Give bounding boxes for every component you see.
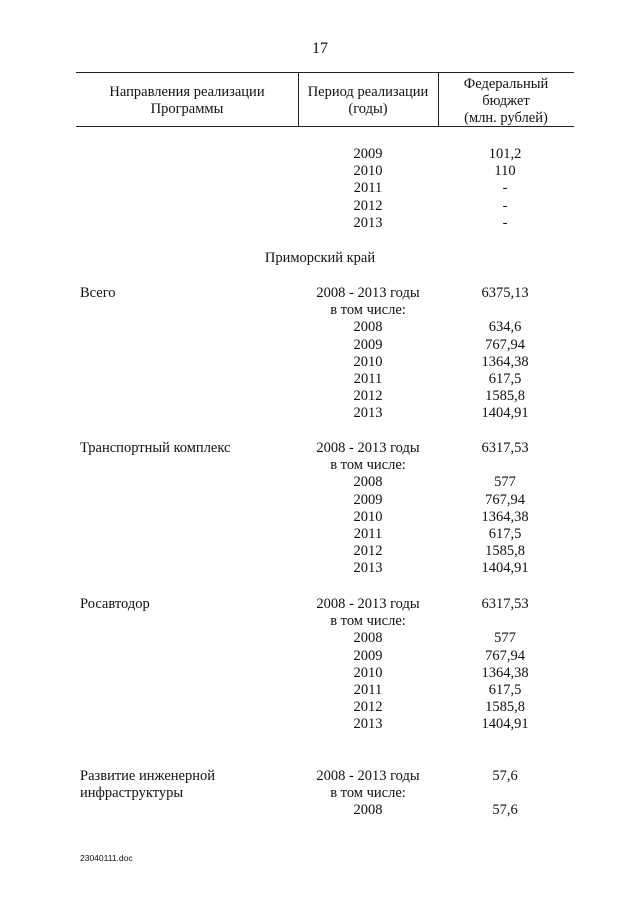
group-sub-label: в том числе: [330, 613, 406, 630]
row-value: 1364,38 [481, 664, 529, 681]
row-period: 2008 [353, 630, 383, 647]
row-period: 2009 [353, 336, 383, 353]
group-total-value: 6317,53 [481, 440, 529, 456]
row-value: 1364,38 [481, 508, 529, 525]
row-value: 767,94 [485, 336, 525, 353]
row-value: 634,6 [488, 319, 522, 336]
row-period: 2008 [353, 474, 383, 491]
row-value: 617,5 [488, 682, 522, 698]
row-period: 2012 [353, 197, 383, 214]
row-period: 2013 [353, 405, 383, 422]
row-period: 2008 [353, 319, 383, 336]
header-period-line: Период реализации [307, 84, 429, 100]
header-period-line: (годы) [348, 101, 388, 117]
row-period: 2013 [353, 214, 383, 231]
row-value: 767,94 [485, 647, 525, 664]
row-value: 617,5 [488, 371, 522, 387]
row-period: 2008 [353, 802, 383, 819]
row-period: 2012 [353, 388, 383, 405]
row-value: - [502, 214, 508, 231]
row-period: 2011 [353, 371, 383, 387]
row-value: 57,6 [492, 802, 518, 819]
group-total-period: 2008 - 2013 годы [316, 285, 420, 301]
row-value: 767,94 [485, 491, 525, 508]
group-total-value: 57,6 [492, 768, 518, 784]
group-total-value: 6317,53 [481, 596, 529, 612]
group-total-period: 2008 - 2013 годы [316, 440, 420, 456]
header-top-rule [76, 72, 574, 73]
region-title: Приморский край [264, 250, 376, 266]
document-footer: 23040111.doc [80, 853, 133, 863]
group-total-value: 6375,13 [481, 285, 529, 301]
row-period: 2010 [353, 353, 383, 370]
header-budget-line: бюджет [482, 93, 530, 109]
header-budget [438, 76, 574, 127]
row-value: 577 [494, 630, 516, 647]
group-name: Всего [80, 285, 116, 301]
row-period: 2010 [353, 163, 383, 180]
page-number: 17 [312, 40, 328, 57]
group-total-period: 2008 - 2013 годы [316, 596, 420, 612]
group-sub-label: в том числе: [330, 302, 406, 319]
row-period: 2012 [353, 699, 383, 716]
row-period: 2013 [353, 716, 383, 733]
row-value: - [502, 197, 508, 214]
row-period: 2011 [353, 526, 383, 542]
row-value: 1585,8 [485, 543, 525, 560]
row-value: 1404,91 [481, 560, 529, 577]
row-value: 1585,8 [485, 699, 525, 716]
row-period: 2009 [353, 146, 383, 162]
row-value: 1404,91 [481, 405, 529, 422]
row-period: 2009 [353, 647, 383, 664]
header-budget-line: (млн. рублей) [464, 110, 548, 126]
group-sub-label: в том числе: [330, 785, 406, 802]
header-period [298, 84, 438, 118]
row-value: 617,5 [488, 526, 522, 542]
row-period: 2010 [353, 508, 383, 525]
header-directions-line: Программы [150, 101, 224, 117]
group-name: Развитие инженерной [80, 768, 215, 784]
row-value: 1364,38 [481, 353, 529, 370]
row-period: 2012 [353, 543, 383, 560]
row-period: 2011 [353, 180, 383, 197]
row-period: 2013 [353, 560, 383, 577]
row-value: 101,2 [488, 146, 522, 162]
row-value: - [502, 180, 508, 197]
group-total-period: 2008 - 2013 годы [316, 768, 420, 784]
row-value: 1404,91 [481, 716, 529, 733]
row-value: 1585,8 [485, 388, 525, 405]
group-name: Транспортный комплекс [80, 440, 231, 456]
row-period: 2009 [353, 491, 383, 508]
header-directions [76, 84, 298, 118]
group-sub-label: в том числе: [330, 457, 406, 474]
row-period: 2011 [353, 682, 383, 698]
header-budget-line: Федеральный [463, 76, 549, 92]
group-name: Росавтодор [80, 596, 150, 612]
row-value: 577 [494, 474, 516, 491]
header-directions-line: Направления реализации [109, 84, 265, 100]
row-period: 2010 [353, 664, 383, 681]
row-value: 110 [494, 163, 516, 180]
group-name: инфраструктуры [80, 785, 184, 802]
